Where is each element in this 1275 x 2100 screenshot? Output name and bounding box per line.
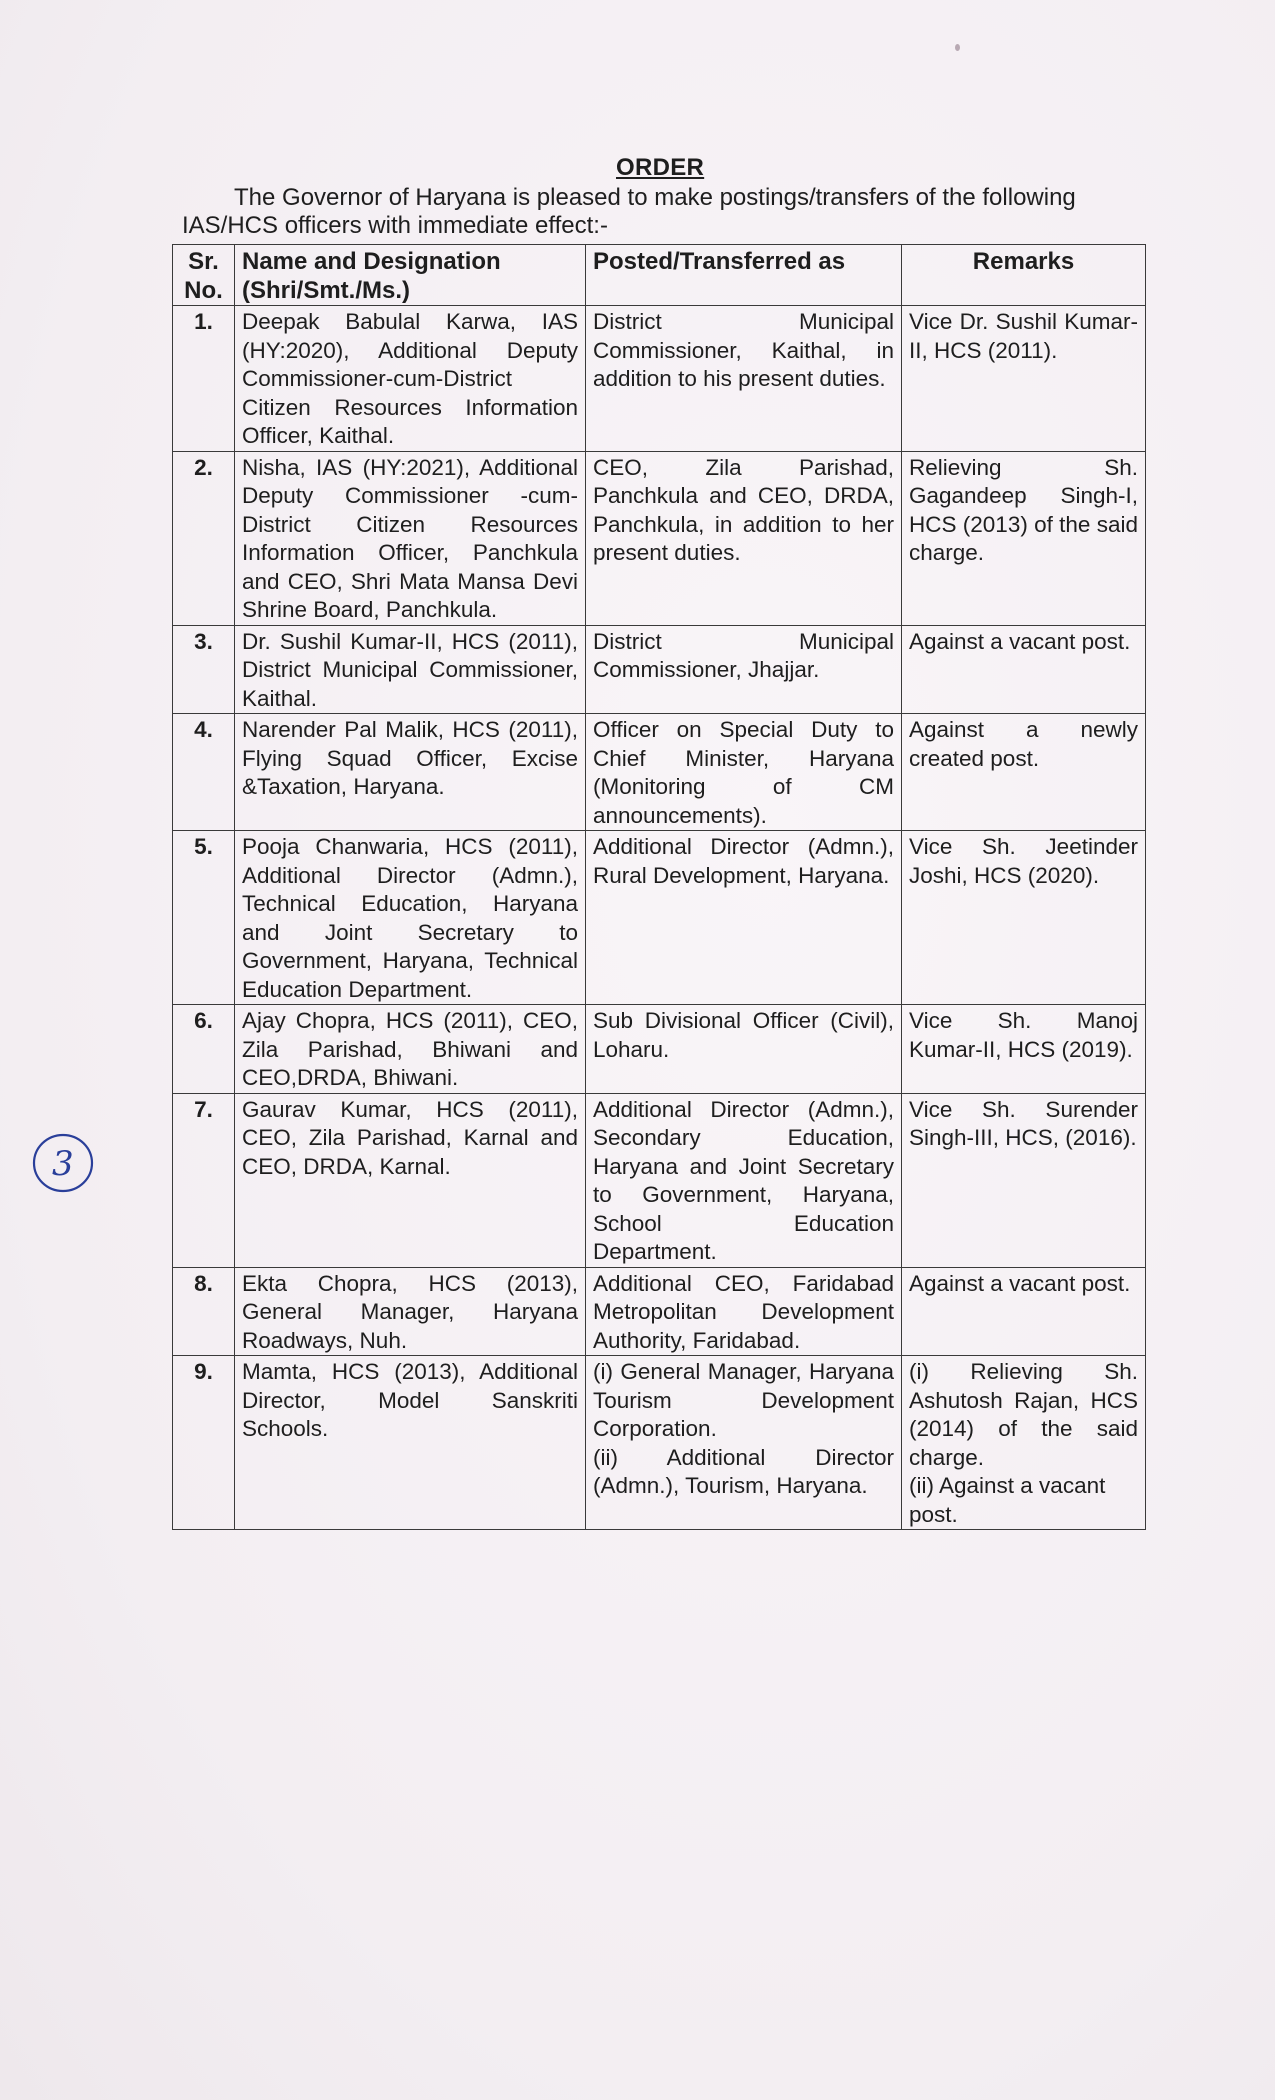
cell-posted-as: Additional Director (Admn.), Secondary Education, Haryana and Joint Secretary to Government, Haryana, School Education Department.: [586, 1093, 902, 1267]
header-sr-line2: No.: [184, 277, 223, 304]
header-remarks: Remarks: [902, 245, 1146, 306]
cell-sr: 2.: [173, 451, 235, 625]
cell-posted-as: Sub Divisional Officer (Civil), Loharu.: [586, 1005, 902, 1094]
cell-remarks: Against a vacant post.: [902, 625, 1146, 714]
table-row: [173, 1005, 1146, 1094]
cell-name-designation: Ekta Chopra, HCS (2013), General Manager, Haryana Roadways, Nuh.: [235, 1267, 586, 1356]
cell-posted-as: Officer on Special Duty to Chief Minister, Haryana (Monitoring of CM announcements).: [586, 714, 902, 831]
cell-name-designation: Gaurav Kumar, HCS (2011), CEO, Zila Parishad, Karnal and CEO, DRDA, Karnal.: [235, 1093, 586, 1267]
cell-posted-as: CEO, Zila Parishad, Panchkula and CEO, DRDA, Panchkula, in addition to her present duties.: [586, 451, 902, 625]
intro-line-1: The Governor of Haryana is pleased to make postings/transfers of the following: [234, 184, 1076, 211]
table-row: [173, 1356, 1146, 1530]
cell-sr: 7.: [173, 1093, 235, 1267]
cell-name-designation: Narender Pal Malik, HCS (2011), Flying Squad Officer, Excise &Taxation, Haryana.: [235, 714, 586, 831]
cell-posted-as: District Municipal Commissioner, Kaithal, in addition to his present duties.: [586, 306, 902, 452]
cell-sr: 3.: [173, 625, 235, 714]
posted-item-2: (ii) Additional Director (Admn.), Tourism, Haryana.: [593, 1444, 894, 1498]
remarks-item-2: (ii) Against a vacant post.: [909, 1473, 1106, 1527]
table-row: [173, 451, 1146, 625]
header-name-line2: (Shri/Smt./Ms.): [242, 277, 411, 304]
order-title: ORDER: [616, 154, 705, 181]
scan-speck: [955, 44, 960, 51]
cell-name-designation: Dr. Sushil Kumar-II, HCS (2011), District Municipal Commissioner, Kaithal.: [235, 625, 586, 714]
cell-sr: 6.: [173, 1005, 235, 1094]
cell-remarks: Vice Dr. Sushil Kumar-II, HCS (2011).: [902, 306, 1146, 452]
cell-remarks: [902, 1356, 1146, 1530]
table-row: [173, 831, 1146, 1005]
cell-remarks: Relieving Sh. Gagandeep Singh-I, HCS (2013) of the said charge.: [902, 451, 1146, 625]
table-row: [173, 1267, 1146, 1356]
cell-name-designation: Nisha, IAS (HY:2021), Additional Deputy Commissioner -cum- District Citizen Resources Information Officer, Panchkula and CEO, Shri Mata Mansa Devi Shrine Board, Panchkula.: [235, 451, 586, 625]
handwritten-page-number-mark: [30, 1128, 100, 1198]
cell-remarks: Vice Sh. Manoj Kumar-II, HCS (2019).: [902, 1005, 1146, 1094]
cell-sr: 5.: [173, 831, 235, 1005]
table-header-row: [173, 245, 1146, 306]
cell-remarks: Vice Sh. Jeetinder Joshi, HCS (2020).: [902, 831, 1146, 1005]
cell-remarks: Against a newly created post.: [902, 714, 1146, 831]
cell-sr: 8.: [173, 1267, 235, 1356]
header-name-line1: Name and Designation: [242, 248, 501, 275]
cell-posted-as: Additional Director (Admn.), Rural Development, Haryana.: [586, 831, 902, 1005]
header-name-designation: [235, 245, 586, 306]
cell-remarks: Against a vacant post.: [902, 1267, 1146, 1356]
table-row: [173, 714, 1146, 831]
table-row: [173, 1093, 1146, 1267]
cell-name-designation: Deepak Babulal Karwa, IAS (HY:2020), Additional Deputy Commissioner-cum-District Citizen Resources Information Officer, Kaithal.: [235, 306, 586, 452]
intro-line-2: IAS/HCS officers with immediate effect:-: [182, 212, 608, 239]
cell-sr: 4.: [173, 714, 235, 831]
order-intro: [182, 184, 1148, 240]
cell-name-designation: Ajay Chopra, HCS (2011), CEO, Zila Parishad, Bhiwani and CEO,DRDA, Bhiwani.: [235, 1005, 586, 1094]
postings-table: [172, 244, 1146, 1530]
cell-sr: 1.: [173, 306, 235, 452]
cell-name-designation: Mamta, HCS (2013), Additional Director, Model Sanskriti Schools.: [235, 1356, 586, 1530]
cell-posted-as: District Municipal Commissioner, Jhajjar.: [586, 625, 902, 714]
header-sr-no: [173, 245, 235, 306]
header-posted-transferred: Posted/Transferred as: [586, 245, 902, 306]
cell-remarks: Vice Sh. Surender Singh-III, HCS, (2016).: [902, 1093, 1146, 1267]
cell-posted-as: [586, 1356, 902, 1530]
cell-posted-as: Additional CEO, Faridabad Metropolitan Development Authority, Faridabad.: [586, 1267, 902, 1356]
table-row: [173, 306, 1146, 452]
cell-name-designation: Pooja Chanwaria, HCS (2011), Additional Director (Admn.), Technical Education, Haryana and Joint Secretary to Government, Haryana, Technical Education Department.: [235, 831, 586, 1005]
header-sr-line1: Sr.: [188, 248, 219, 275]
handwritten-numeral: 3: [52, 1144, 74, 1184]
posted-item-1: (i) General Manager, Haryana Tourism Development Corporation.: [593, 1359, 894, 1441]
table-row: [173, 625, 1146, 714]
cell-sr: 9.: [173, 1356, 235, 1530]
remarks-item-1: (i) Relieving Sh. Ashutosh Rajan, HCS (2014) of the said charge.: [909, 1359, 1138, 1470]
